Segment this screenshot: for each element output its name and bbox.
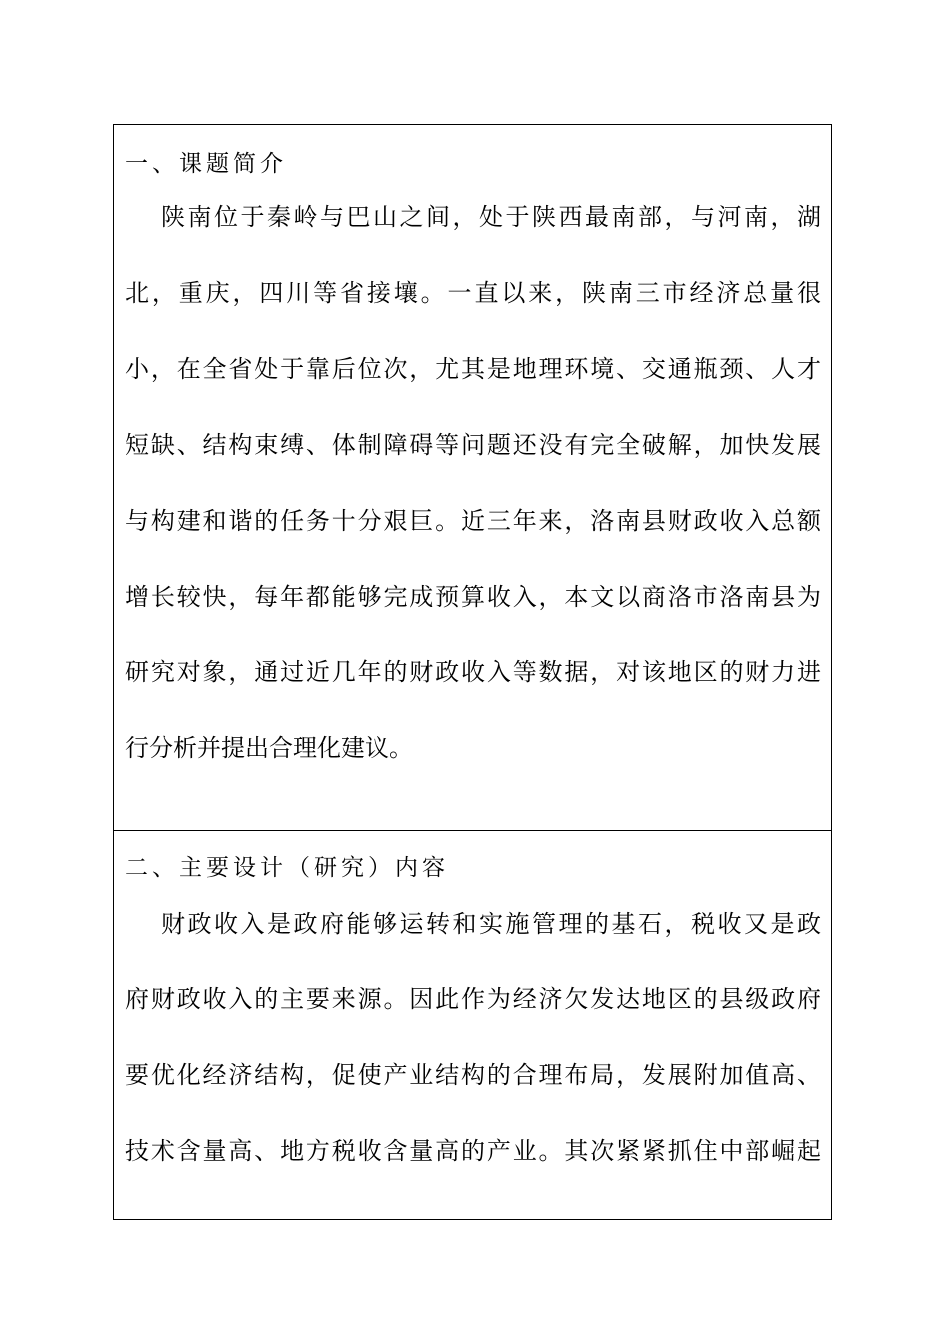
paragraph-line: 小，在全省处于靠后位次，尤其是地理环境、交通瓶颈、人才: [125, 355, 821, 383]
paragraph-line: 行分析并提出合理化建议。: [125, 734, 413, 762]
section-heading: 二、主要设计（研究）内容: [125, 855, 449, 881]
paragraph-line: 技术含量高、地方税收含量高的产业。其次紧紧抓住中部崛起: [125, 1137, 821, 1165]
paragraph-line: 研究对象，通过近几年的财政收入等数据，对该地区的财力进: [125, 658, 821, 686]
proposal-form-table: [113, 124, 832, 1220]
section-heading: 一、课题简介: [125, 151, 287, 177]
paragraph-line: 府财政收入的主要来源。因此作为经济欠发达地区的县级政府: [125, 985, 821, 1013]
paragraph-line: 财政收入是政府能够运转和实施管理的基石，税收又是政: [161, 910, 821, 938]
section-main-design-content: [114, 831, 831, 1219]
paragraph-line: 陕南位于秦岭与巴山之间，处于陕西最南部，与河南，湖: [161, 203, 821, 231]
paragraph-line: 北，重庆，四川等省接壤。一直以来，陕南三市经济总量很: [125, 279, 821, 307]
paragraph-line: 要优化经济结构，促使产业结构的合理布局，发展附加值高、: [125, 1061, 821, 1089]
paragraph-line: 与构建和谐的任务十分艰巨。近三年来，洛南县财政收入总额: [125, 507, 821, 535]
section-topic-introduction: [114, 125, 831, 831]
paragraph-line: 短缺、结构束缚、体制障碍等问题还没有完全破解，加快发展: [125, 431, 821, 459]
paragraph-line: 增长较快，每年都能够完成预算收入，本文以商洛市洛南县为: [125, 583, 821, 611]
